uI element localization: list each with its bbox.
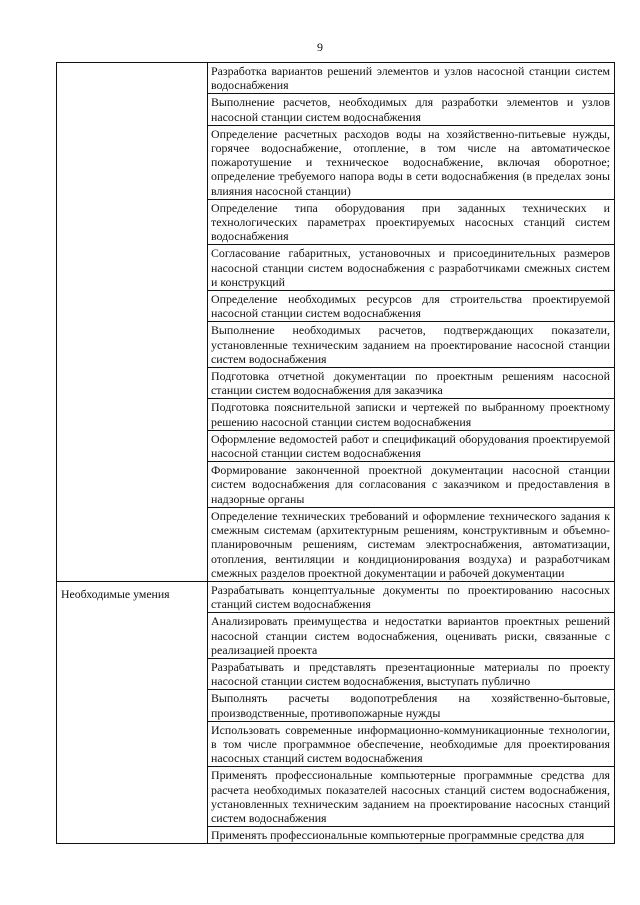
list-item: Определение расчетных расходов воды на хозяйственно-питьевые нужды, горячее водоснабжение, отопление, в том числе на автоматическое пожаротушение и техническое водоснабжение, включая оборотное; определение требуемого напора воды в сети водоснабжения (в пределах зоны влияния насосной станции)	[208, 126, 614, 200]
list-item: Применять профессиональные компьютерные программные средства для расчета необходимых показателей насосных станций систем водоснабжения, установленных техническим заданием на проектирование насосных станций систем водоснабжения	[208, 767, 614, 827]
list-item: Выполнять расчеты водопотребления на хозяйственно-бытовые, производственные, противопожарные нужды	[208, 690, 614, 721]
label-cell	[57, 581, 208, 843]
items-cell	[208, 581, 615, 843]
list-item: Применять профессиональные компьютерные программные средства для	[211, 828, 585, 843]
row-label: Необходимые умения	[61, 586, 170, 601]
list-item: Выполнение расчетов, необходимых для разработки элементов и узлов насосной станции систем водоснабжения	[208, 94, 614, 125]
list-item: Использовать современные информационно-коммуникационные технологии, в том числе программное обеспечение, необходимые для проектирования насосных станций систем водоснабжения	[208, 722, 614, 768]
items-cell	[208, 63, 615, 582]
list-item: Определение необходимых ресурсов для строительства проектируемой насосной станции систем водоснабжения	[208, 291, 614, 322]
list-item: Формирование законченной проектной документации насосной станции систем водоснабжения для согласования с заказчиком и предоставления в надзорные органы	[208, 462, 614, 508]
competency-table	[56, 62, 615, 844]
list-item: Определение типа оборудования при заданных технических и технологических параметрах проектируемых насосных станций систем водоснабжения	[208, 200, 614, 246]
list-item: Разрабатывать и представлять презентационные материалы по проекту насосной станции систем водоснабжения, выступать публично	[208, 659, 614, 690]
table-row	[57, 63, 615, 582]
table-row	[57, 581, 615, 843]
list-item: Определение технических требований и оформление технического задания к смежным системам (архитектурным решениям, конструктивным и объемно-планировочным решениям, системам электроснабжения, автоматизации, отопления, вентиляции и кондиционирования воздуха) и разработчикам смежных разделов проектной документации и рабочей документации	[211, 508, 610, 580]
list-item: Анализировать преимущества и недостатки вариантов проектных решений насосной станции систем водоснабжения, оценивать риски, связанные с реализацией проекта	[208, 613, 614, 659]
list-item: Выполнение необходимых расчетов, подтверждающих показатели, установленные техническим заданием на проектирование насосной станции систем водоснабжения	[208, 322, 614, 368]
list-item: Подготовка отчетной документации по проектным решениям насосной станции систем водоснабжения для заказчика	[208, 368, 614, 399]
list-item: Подготовка пояснительной записки и чертежей по выбранному проектному решению насосной станции систем водоснабжения	[208, 399, 614, 430]
list-item: Разрабатывать концептуальные документы по проектированию насосных станций систем водоснабжения	[208, 582, 614, 613]
list-item: Разработка вариантов решений элементов и узлов насосной станции систем водоснабжения	[208, 63, 614, 94]
list-item: Оформление ведомостей работ и спецификаций оборудования проектируемой насосной станции систем водоснабжения	[208, 431, 614, 462]
list-item: Согласование габаритных, установочных и присоединительных размеров насосной станции систем водоснабжения с разработчиками смежных систем и конструкций	[208, 245, 614, 291]
label-cell	[57, 63, 208, 582]
page-number: 9	[317, 40, 323, 54]
